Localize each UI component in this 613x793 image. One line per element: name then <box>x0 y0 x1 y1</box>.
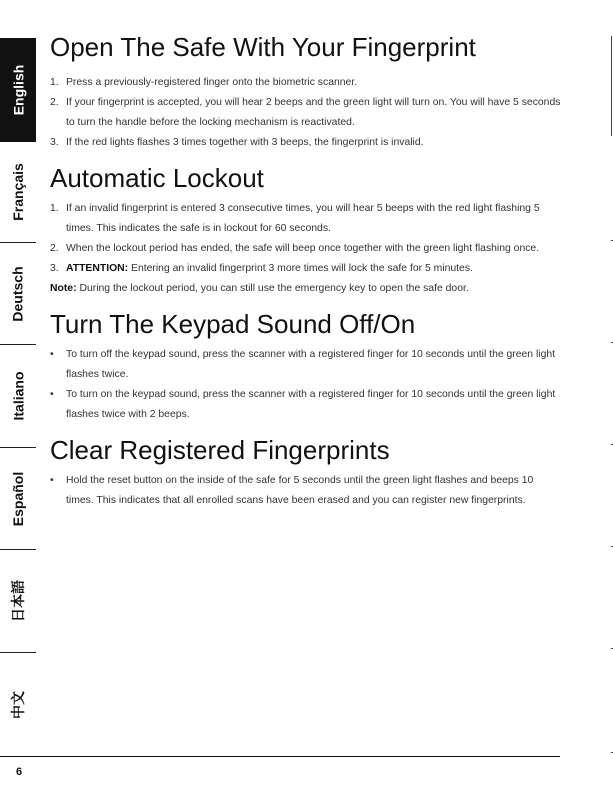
list-item-text: If an invalid fingerprint is entered 3 consecutive times, you will hear 5 beeps with the red light flashing 5 times. This indicates the safe is in lockout for 60 seconds. <box>66 203 540 234</box>
list-item-text: To turn off the keypad sound, press the scanner with a registered finger for 10 seconds until the green light flashes twice. <box>66 349 556 380</box>
tab-italiano-label: Italiano <box>10 371 27 421</box>
tab-japanese[interactable] <box>0 550 36 652</box>
list-item <box>50 73 562 93</box>
tab-espanol[interactable] <box>0 448 36 549</box>
bullet-marker: • <box>50 389 54 400</box>
section-title-lockout: Automatic Lockout <box>50 163 264 193</box>
list-marker: 2. <box>50 243 59 254</box>
attention-text: Entering an invalid fingerprint 3 more times will lock the safe for 5 minutes. <box>128 263 473 274</box>
clear-fingerprints-steps <box>50 471 562 511</box>
tab-japanese-label: 日本語 <box>10 580 26 622</box>
section-title-open-safe: Open The Safe With Your Fingerprint <box>50 32 476 62</box>
list-marker: 2. <box>50 97 59 108</box>
list-item <box>50 199 562 239</box>
keypad-sound-steps <box>50 345 562 425</box>
list-item <box>50 133 562 153</box>
list-marker: 1. <box>50 77 59 88</box>
list-item <box>50 239 562 259</box>
open-safe-steps <box>50 73 562 153</box>
tab-francais-label: Français <box>10 163 26 221</box>
list-item-text: To turn on the keypad sound, press the scanner with a registered finger for 10 seconds until the green light flashes twice with 2 beeps. <box>66 389 556 420</box>
tab-chinese-label: 中文 <box>10 690 26 719</box>
list-marker: 3. <box>50 263 59 274</box>
tab-english[interactable] <box>0 38 36 142</box>
tab-deutsch-label: Deutsch <box>10 265 27 322</box>
list-item <box>50 345 562 385</box>
lockout-note <box>50 279 562 299</box>
bullet-marker: • <box>50 475 54 486</box>
note-text: During the lockout period, you can still use the emergency key to open the safe door. <box>76 283 469 294</box>
section-title-keypad-sound: Turn The Keypad Sound Off/On <box>50 309 416 339</box>
list-item <box>50 471 562 511</box>
list-item-text: If the red lights flashes 3 times together with 3 beeps, the fingerprint is invalid. <box>66 137 424 148</box>
section-title-clear-fingerprints: Clear Registered Fingerprints <box>50 435 390 465</box>
tab-espanol-label: Español <box>10 471 26 526</box>
note-label: Note: <box>50 283 77 294</box>
footer-rule <box>0 756 560 757</box>
list-item-text: Hold the reset button on the inside of the safe for 5 seconds until the green light flashes and beeps 10 times. This indicates that all enrolled scans have been erased and you can register new fingerprints. <box>66 475 534 506</box>
list-marker: 3. <box>50 137 59 148</box>
tab-chinese[interactable] <box>0 653 36 756</box>
list-marker: 1. <box>50 203 59 214</box>
list-item <box>50 259 562 279</box>
page-number: 6 <box>16 766 23 778</box>
manual-page-content <box>50 30 562 511</box>
list-item-text: When the lockout period has ended, the safe will beep once together with the green light flashing once. <box>66 243 540 254</box>
bullet-marker: • <box>50 349 54 360</box>
list-item <box>50 93 562 133</box>
list-item <box>50 385 562 425</box>
list-item-text: If your fingerprint is accepted, you will hear 2 beeps and the green light will turn on. You will have 5 seconds to turn the handle before the locking mechanism is reactivated. <box>66 97 561 128</box>
lockout-steps <box>50 199 562 279</box>
tab-deutsch[interactable] <box>0 243 36 344</box>
tab-english-label: English <box>10 64 26 116</box>
attention-label: ATTENTION: <box>66 263 129 274</box>
list-item-text: Press a previously-registered finger onto the biometric scanner. <box>66 77 358 88</box>
page-edge-rule <box>611 36 612 136</box>
tab-italiano[interactable] <box>0 345 36 447</box>
tab-francais[interactable] <box>0 142 36 242</box>
